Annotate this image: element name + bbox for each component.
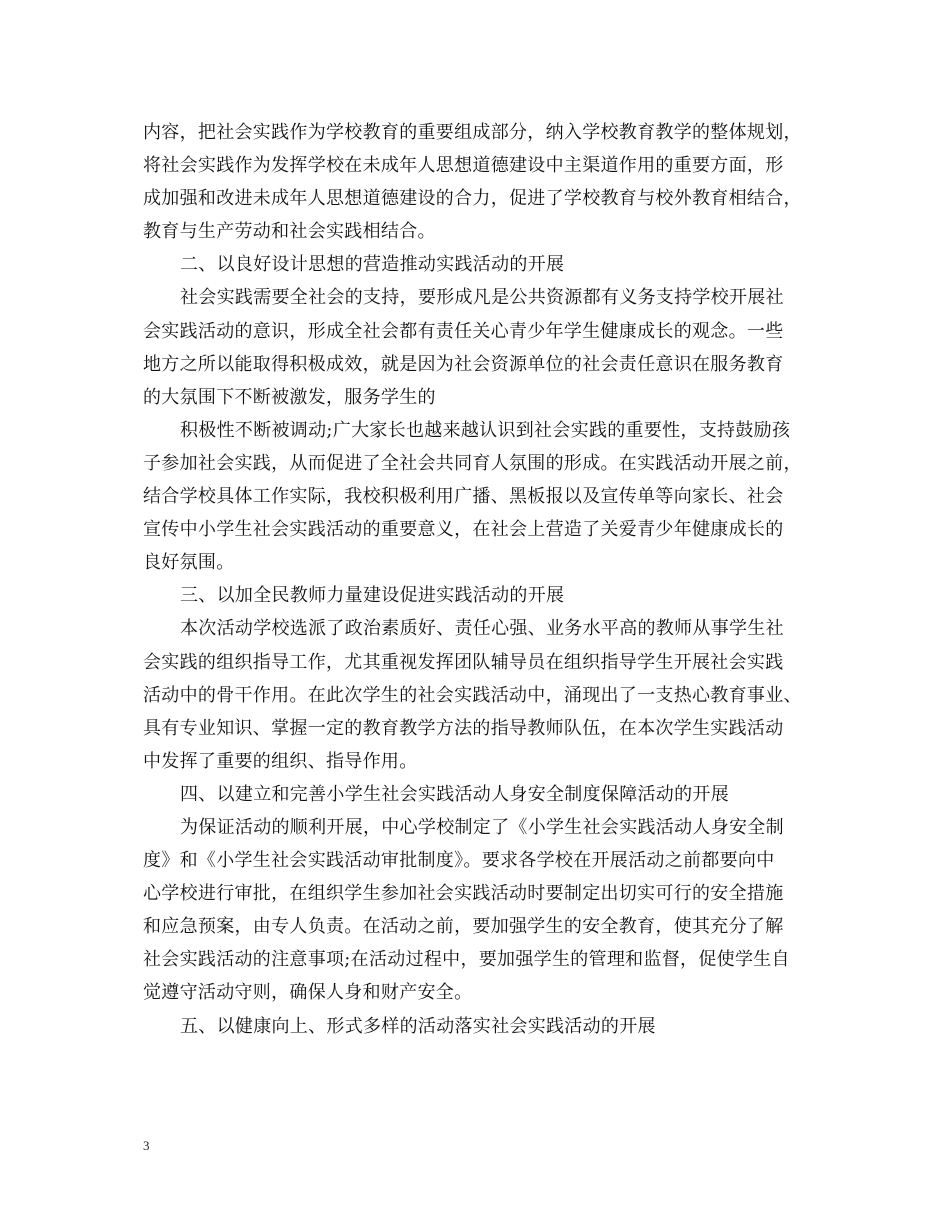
- text-line: 子参加社会实践，从而促进了全社会共同育人氛围的形成。在实践活动开展之前，: [143, 452, 802, 474]
- text-line: 觉遵守活动守则，确保人身和财产安全。: [143, 982, 473, 1004]
- text-line: 中发挥了重要的组织、指导作用。: [143, 750, 418, 772]
- text-line: 活动中的骨干作用。在此次学生的社会实践活动中，涌现出了一支热心教育事业、: [143, 684, 802, 706]
- text-line: 结合学校具体工作实际，我校积极利用广播、黑板报以及宣传单等向家长、社会: [143, 486, 784, 508]
- text-line: 具有专业知识、掌握一定的教育教学方法的指导教师队伍，在本次学生实践活动: [143, 717, 784, 739]
- text-line: 良好氛围。: [143, 552, 235, 574]
- paragraph-start-line: 积极性不断被调动;广大家长也越来越认识到社会实践的重要性，支持鼓励孩: [180, 419, 791, 441]
- text-line: 的大氛围下不断被激发，服务学生的: [143, 386, 436, 408]
- text-line: 心学校进行审批，在组织学生参加社会实践活动时要制定出切实可行的安全措施: [143, 883, 784, 905]
- text-line: 地方之所以能取得积极成效，就是因为社会资源单位的社会责任意识在服务教育: [143, 353, 784, 375]
- text-line: 会实践活动的意识，形成全社会都有责任关心青少年学生健康成长的观念。一些: [143, 320, 784, 342]
- paragraph-start-line: 二、以良好设计思想的营造推动实践活动的开展: [180, 254, 565, 276]
- text-line: 内容，把社会实践作为学校教育的重要组成部分，纳入学校教育教学的整体规划，: [143, 122, 802, 143]
- paragraph-start-line: 本次活动学校选派了政治素质好、责任心强、业务水平高的教师从事学生社: [180, 618, 784, 640]
- paragraph-start-line: 为保证活动的顺利开展，中心学校制定了《小学生社会实践活动人身安全制: [180, 816, 784, 838]
- paragraph-start-line: 四、以建立和完善小学生社会实践活动人身安全制度保障活动的开展: [180, 783, 729, 805]
- text-line: 宣传中小学生社会实践活动的重要意义，在社会上营造了关爱青少年健康成长的: [143, 519, 784, 541]
- paragraph-start-line: 五、以健康向上、形式多样的活动落实社会实践活动的开展: [180, 1015, 656, 1037]
- text-line: 度》和《小学生社会实践活动审批制度》。要求各学校在开展活动之前都要向中: [143, 850, 775, 872]
- text-line: 将社会实践作为发挥学校在未成年人思想道德建设中主渠道作用的重要方面，形: [143, 155, 784, 177]
- text-line: 教育与生产劳动和社会实践相结合。: [143, 221, 436, 243]
- text-line: 和应急预案，由专人负责。在活动之前，要加强学生的安全教育，使其充分了解: [143, 916, 784, 938]
- text-line: 社会实践活动的注意事项;在活动过程中，要加强学生的管理和监督，促使学生自: [143, 949, 790, 971]
- body-text: [143, 116, 813, 1043]
- paragraph-start-line: 社会实践需要全社会的支持，要形成凡是公共资源都有义务支持学校开展社: [180, 287, 784, 309]
- page-number: 3: [143, 1138, 150, 1153]
- text-line: 会实践的组织指导工作，尤其重视发挥团队辅导员在组织指导学生开展社会实践: [143, 651, 784, 673]
- text-line: 成加强和改进未成年人思想道德建设的合力，促进了学校教育与校外教育相结合，: [143, 188, 802, 210]
- paragraph-start-line: 三、以加全民教师力量建设促进实践活动的开展: [180, 585, 565, 607]
